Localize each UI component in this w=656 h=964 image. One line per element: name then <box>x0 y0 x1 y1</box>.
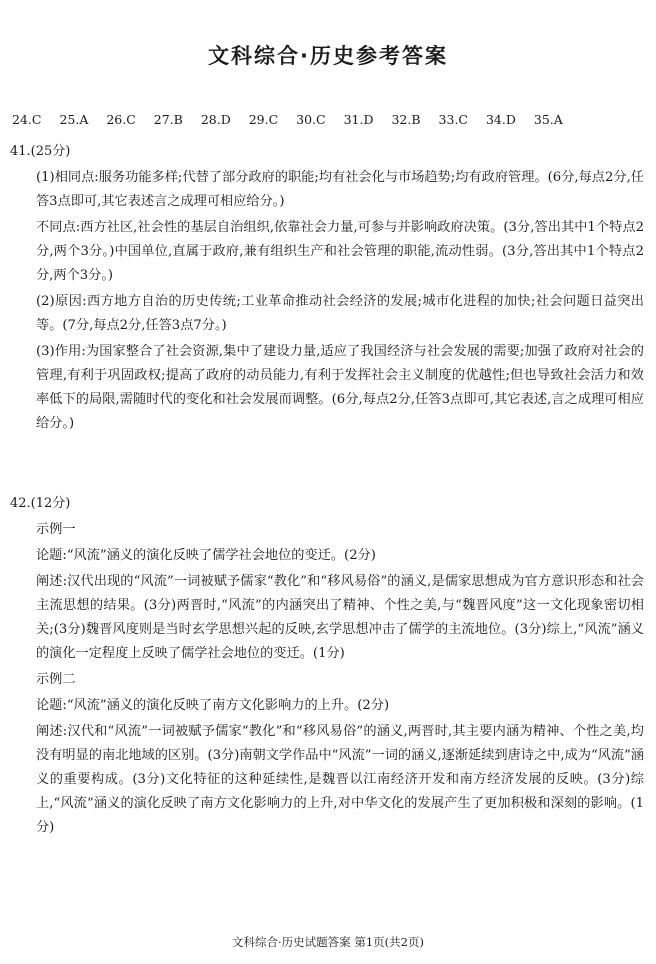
answer-item: 34.D <box>485 112 516 127</box>
example-one-thesis: 论题:“风流”涵义的演化反映了儒学社会地位的变迁。(2分) <box>36 548 376 563</box>
example-one-label: 示例一 <box>36 522 76 537</box>
page-footer: 文科综合·历史试题答案 第1页(共2页) <box>232 935 424 949</box>
answer-item: 33.C <box>438 112 468 127</box>
question-41-content <box>36 166 644 438</box>
answer-item: 26.C <box>106 112 136 127</box>
q41-part2-reasons: (2)原因:西方地方自治的历史传统;工业革命推动社会经济的发展;城市化进程的加快;社会问题日益突出等。(7分,每点2分,任答3点7分。) <box>36 294 644 333</box>
q41-part3-effects: (3)作用:为国家整合了社会资源,集中了建设力量,适应了我国经济与社会发展的需要;加强了政府对社会的管理,有利于巩固政权;提高了政府的动员能力,有利于发挥社会主义制度的优越性;但也导致社会活力和效率低下的局限,需随时代的变化和社会发展而调整。(6分,每点2分,任答3点即可,其它表述,言之成理可相应给分。) <box>36 344 644 431</box>
answer-item: 28.D <box>200 112 231 127</box>
page-title: 文科综合·历史参考答案 <box>208 44 448 68</box>
question-41-header: 41.(25分) <box>10 144 71 159</box>
answer-item: 35.A <box>533 112 563 127</box>
example-two-thesis: 论题:“风流”涵义的演化反映了南方文化影响力的上升。(2分) <box>36 698 390 713</box>
example-one-body: 阐述:汉代出现的“风流”一词被赋予儒家“教化”和“移风易俗”的涵义,是儒家思想成为官方意识形态和社会主流思想的结果。(3分)两晋时,“风流”的内涵突出了精神、个性之美,与“魏晋风度”这一文化现象密切相关;(3分)魏晋风度则是当时玄学思想兴起的反映,玄学思想冲击了儒学的主流地位。(3分)综上,“风流”涵义的演化一定程度上反映了儒学社会地位的变迁。(1分) <box>36 574 644 661</box>
q41-part1-similarities: (1)相同点:服务功能多样;代替了部分政府的职能;均有社会化与市场趋势;均有政府管理。(6分,每点2分,任答3点即可,其它表述言之成理可相应给分。) <box>36 170 644 209</box>
answer-item: 31.D <box>343 112 374 127</box>
question-42-header: 42.(12分) <box>10 496 71 511</box>
q41-part1-differences: 不同点:西方社区,社会性的基层自治组织,依靠社会力量,可参与并影响政府决策。(3分,答出其中1个特点2分,两个3分。)中国单位,直属于政府,兼有组织生产和社会管理的职能,流动性弱。(3分,答出其中1个特点2分,两个3分。) <box>36 220 644 283</box>
answer-item: 24.C <box>12 112 42 127</box>
choice-answers-row <box>12 112 577 127</box>
answer-item: 27.B <box>153 112 183 127</box>
answer-item: 32.B <box>391 112 421 127</box>
example-two-body: 阐述:汉代和“风流”一词被赋予儒家“教化”和“移风易俗”的涵义,两晋时,其主要内涵为精神、个性之美,均没有明显的南北地域的区别。(3分)南朝文学作品中“风流”一词的涵义,逐渐延续到唐诗之中,成为“风流”涵义的重要构成。(3分)文化特征的这种延续性,是魏晋以江南经济开发和南方经济发展的反映。(3分)综上,“风流”涵义的演化反映了南方文化影响力的上升,对中华文化的发展产生了更加积极和深刻的影响。(1分) <box>36 724 644 835</box>
answer-item: 30.C <box>296 112 326 127</box>
answer-item: 29.C <box>248 112 279 127</box>
question-42-content <box>36 518 644 842</box>
example-two-label: 示例二 <box>36 672 76 687</box>
answer-item: 25.A <box>59 112 89 127</box>
